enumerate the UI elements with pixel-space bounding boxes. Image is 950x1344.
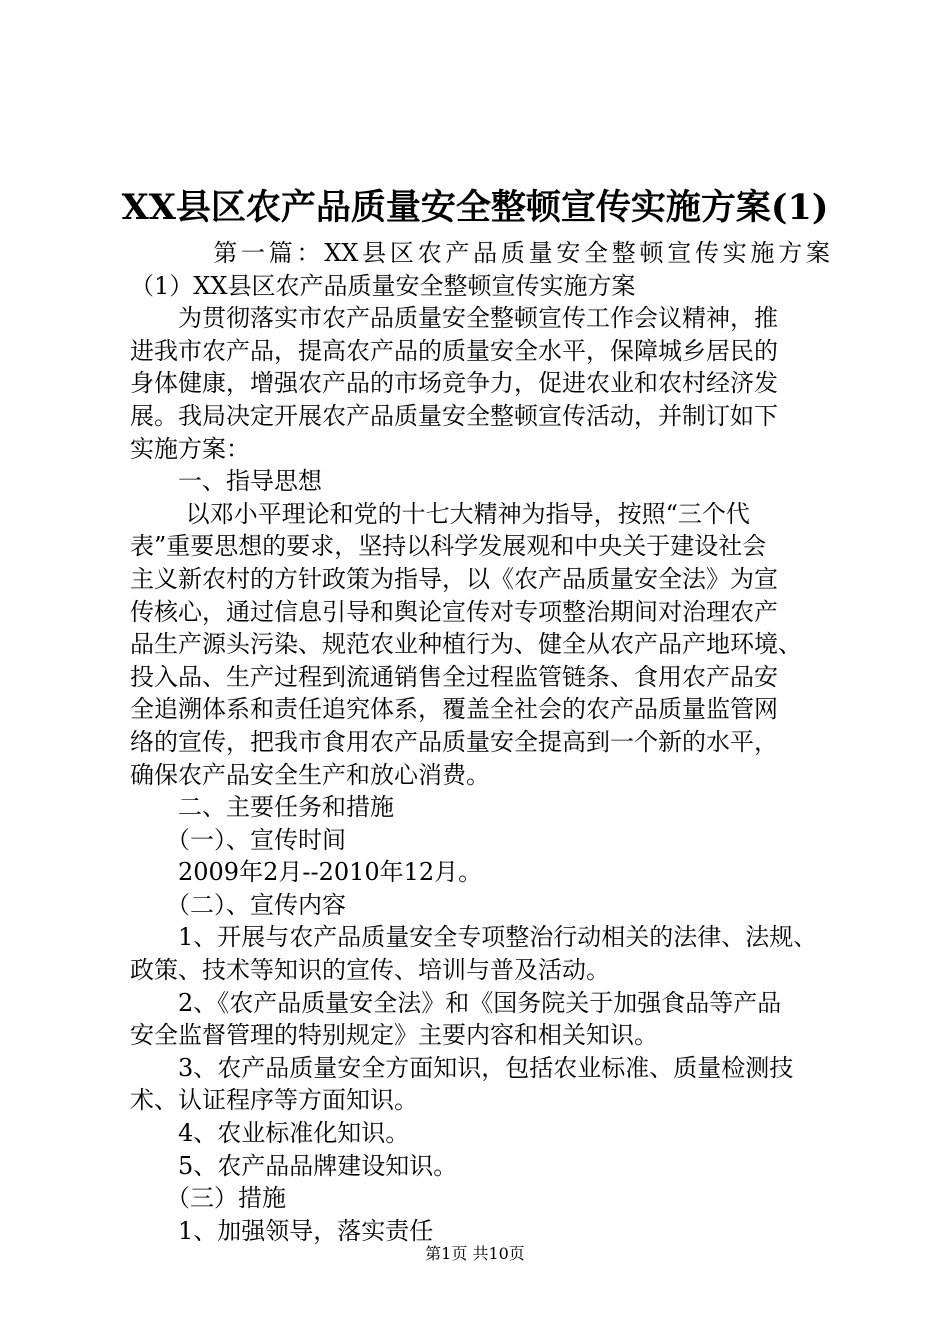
- body-line: 全追溯体系和责任追究体系，覆盖全社会的农产品质量监管网: [130, 695, 778, 724]
- body-line: 2009年2月--2010年12月。: [130, 858, 483, 887]
- subsection-heading: （二）、宣传内容: [130, 890, 346, 919]
- body-line: 传核心，通过信息引导和舆论宣传对专项整治期间对治理农产: [130, 597, 778, 626]
- body-line: 4、农业标准化知识。: [130, 1119, 410, 1148]
- body-line: 投入品、生产过程到流通销售全过程监管链条、食用农产品安: [130, 662, 778, 691]
- body-line: 3、农产品质量安全方面知识，包括农业标准、质量检测技: [130, 1053, 794, 1082]
- body-line: 络的宣传，把我市食用农产品质量安全提高到一个新的水平，: [130, 727, 778, 756]
- body-line: 主义新农村的方针政策为指导，以《农产品质量安全法》为宣: [130, 564, 778, 593]
- page-number-footer: 第1页 共10页: [425, 1244, 525, 1263]
- body-line: 术、认证程序等方面知识。: [130, 1086, 418, 1115]
- body-line: 2、《农产品质量安全法》和《国务院关于加强食品等产品: [130, 988, 782, 1017]
- document-body: [130, 237, 830, 1247]
- body-line: 确保农产品安全生产和放心消费。: [130, 760, 490, 789]
- subsection-heading: （三）措施: [130, 1184, 286, 1213]
- body-line: 安全监督管理的特别规定》主要内容和相关知识。: [130, 1021, 658, 1050]
- body-line: 以邓小平理论和党的十七大精神为指导，按照“三个代: [130, 499, 750, 528]
- body-line: 展。我局决定开展农产品质量安全整顿宣传活动，并制订如下: [130, 401, 778, 430]
- body-line: 1、加强领导，落实责任: [130, 1216, 434, 1245]
- body-line: 第一篇：XX县区农产品质量安全整顿宣传实施方案: [130, 239, 830, 267]
- body-line: 进我市农产品，提高农产品的质量安全水平，保障城乡居民的: [130, 336, 778, 365]
- body-line: （1）XX县区农产品质量安全整顿宣传实施方案: [130, 271, 636, 300]
- body-line: 表”重要思想的要求，坚持以科学发展观和中央关于建设社会: [130, 532, 767, 561]
- body-line: 身体健康，增强农产品的市场竞争力，促进农业和农村经济发: [130, 369, 778, 398]
- body-line: 1、开展与农产品质量安全专项整治行动相关的法律、法规、: [130, 923, 818, 952]
- body-line: 5、农产品品牌建设知识。: [130, 1151, 458, 1180]
- section-heading: 一、指导思想: [130, 467, 322, 496]
- subsection-heading: （一）、宣传时间: [130, 825, 346, 854]
- document-title: XX县区农产品质量安全整顿宣传实施方案(1): [121, 187, 829, 228]
- body-line: 政策、技术等知识的宣传、培训与普及活动。: [130, 956, 610, 985]
- body-line: 为贯彻落实市农产品质量安全整顿宣传工作会议精神，推: [130, 304, 778, 333]
- body-line: 实施方案：: [130, 434, 250, 463]
- section-heading: 二、主要任务和措施: [130, 793, 394, 822]
- body-line: 品生产源头污染、规范农业种植行为、健全从农产品产地环境、: [130, 630, 802, 659]
